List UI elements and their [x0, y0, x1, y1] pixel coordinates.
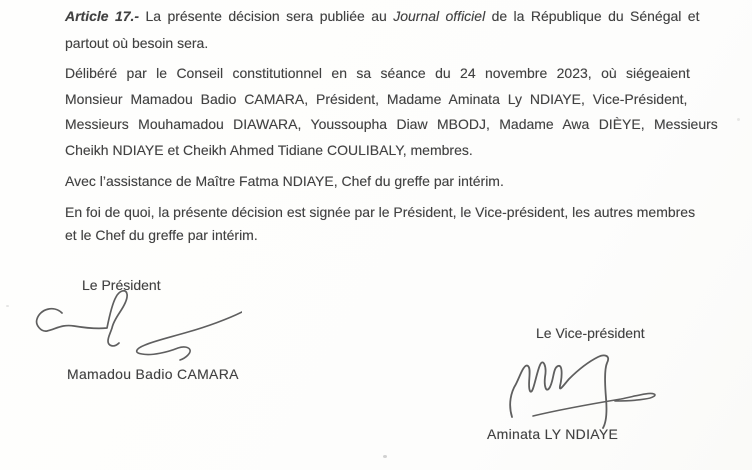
article-17-text-a: La présente décision sera publiée au	[139, 8, 394, 24]
president-signature	[30, 286, 242, 366]
scan-speck	[383, 455, 387, 458]
paragraph-line	[65, 3, 723, 30]
paragraph-line: partout où besoin sera.	[65, 35, 209, 51]
paragraph-article-17	[65, 3, 723, 57]
journal-officiel-emphasis: Journal officiel	[393, 8, 486, 24]
paragraph-deliberation	[65, 61, 723, 163]
scan-speck	[737, 118, 740, 121]
article-17-label: Article 17.-	[65, 8, 140, 24]
vice-president-name: Aminata LY NDIAYE	[487, 426, 619, 442]
paragraph-line: En foi de quoi, la présente décision est signée par le Président, le Vice-président, les autres membres	[65, 204, 696, 220]
paragraph-line: Délibéré par le Conseil constitutionnel en sa séance du 24 novembre 2023, où siégeaient	[65, 65, 690, 81]
vice-signature-stroke-2	[533, 393, 655, 416]
article-17-text-b: de la République du Sénégal et	[485, 8, 700, 24]
vice-signature-stroke-1	[510, 355, 608, 428]
president-title: Le Président	[82, 277, 161, 293]
vice-president-title: Le Vice-président	[536, 325, 645, 341]
paragraph-line: Monsieur Mamadou Badio CAMARA, Président, Madame Aminata Ly NDIAYE, Vice-Président,	[65, 90, 688, 107]
paragraph-assistance	[65, 170, 723, 193]
paragraph-line: Messieurs Mouhamadou DIAWARA, Youssoupha Diaw MBODJ, Madame Awa DIÈYE, Messieurs	[65, 116, 718, 132]
president-signature-stroke-1	[37, 291, 128, 346]
president-signature-stroke-2	[137, 312, 242, 360]
paragraph-line: et le Chef du greffe par intérim.	[65, 227, 258, 243]
paragraph-attestation	[65, 201, 723, 247]
scan-speck	[6, 305, 9, 307]
paragraph-line: Avec l’assistance de Maître Fatma NDIAYE, Chef du greffe par intérim.	[65, 173, 504, 189]
president-name: Mamadou Badio CAMARA	[67, 366, 239, 382]
paragraph-line: Cheikh NDIAYE et Cheikh Ahmed Tidiane COULIBALY, membres.	[65, 141, 473, 158]
